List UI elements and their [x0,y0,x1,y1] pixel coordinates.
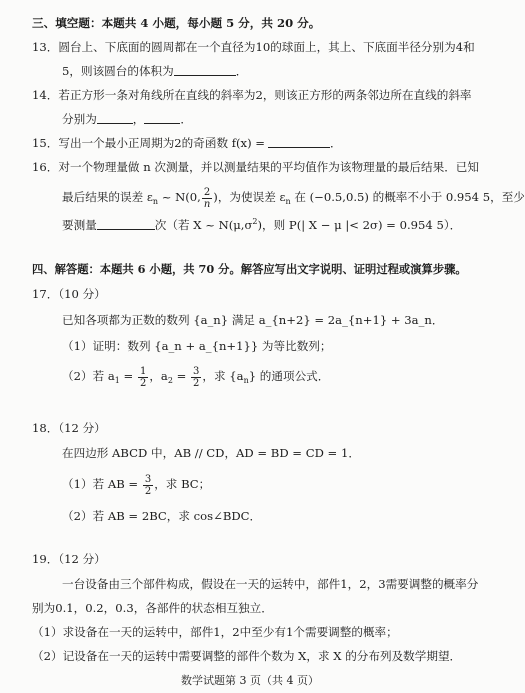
section-4-heading: 四、解答题：本题共 6 小题，共 70 分。解答应写出文字说明、证明过程或演算步骤。 [32,262,467,276]
q17-sub-n: n [243,376,249,385]
q17-part-2-text-d: = [172,369,191,383]
q15-line [32,136,342,151]
q16-fraction [202,187,212,210]
q17-sub-2: 2 [167,376,173,385]
q16-text-2c: )，为使误差 ε [213,190,286,204]
q18-fraction [143,474,153,497]
q18-part-2: （2）若 AB = 2BC，求 cos∠BDC． [62,509,262,523]
q13-line-1 [32,40,475,55]
q17-fraction-1 [138,366,148,389]
q14-line-1 [32,88,472,103]
q17-fraction-2-numerator: 3 [193,365,200,377]
q16-sub-n: n [152,197,159,206]
q17-part-1: （1）证明：数列 {a_n + a_{n+1}} 为等比数列； [62,339,332,353]
q17-stem: 已知各项都为正数的数列 {a_n} 满足 a_{n+2} = 2a_{n+1} + 3a_n． [62,313,444,327]
q13-line-2 [62,64,247,79]
q17-fraction-2 [191,366,201,389]
q16-text-3b: 次（若 X ~ N(μ,σ [154,218,253,232]
q15-text: 写出一个最小正周期为2的奇函数 f(x) = [58,136,266,150]
q16-fraction-numerator: 2 [203,186,211,198]
q14-text-1: 若正方形一条对角线所在直线的斜率为2，则该正方形的两条邻边所在直线的斜率 [58,88,472,102]
q16-line-2 [62,184,525,210]
q16-text-2d: 在 (−0.5,0.5) 的概率不小于 0.954 5，至少 [290,190,525,204]
q18-fraction-numerator: 3 [144,473,152,485]
q16-fraction-denominator: n [203,198,211,210]
q16-sub-n-2: n [285,197,291,206]
q15-answer-blank[interactable] [268,136,330,148]
q13-number: 13． [32,40,59,54]
q13-text-2: 5，则该圆台的体积为 [62,64,174,78]
q16-sup-2: 2 [252,217,258,226]
q19-stem-1: 一台设备由三个部件构成，假设在一天的运转中，部件1，2，3需要调整的概率分 [62,577,479,591]
q18-stem: 在四边形 ABCD 中，AB // CD，AD = BD = CD = 1． [62,446,360,460]
q16-text-1: 对一个物理量做 n 次测量，并以测量结果的平均值作为该物理量的最后结果．已知 [58,160,479,174]
q13-end: ． [235,64,248,78]
q13-text-1: 圆台上、下底面的圆周都在一个直径为10的球面上，其上、下底面半径分别为4和 [58,40,475,54]
q14-answer-blank-1[interactable] [97,112,133,124]
q16-line-3 [62,218,461,233]
q16-text-2b: ~ N(0, [158,190,201,204]
q17-part-2-text-e: ，求 {a [202,369,244,383]
q16-number: 16． [32,160,59,174]
q17-part-2-text-c: ，a [149,369,168,383]
q16-text-2a: 最后结果的误差 ε [62,190,153,204]
q16-answer-blank[interactable] [97,218,155,230]
q17-fraction-1-denominator: 2 [139,377,147,389]
q17-part-2 [62,362,329,390]
section-3-heading: 三、填空题：本题共 4 小题，每小题 5 分，共 20 分。 [32,16,321,30]
q18-part-1-text-a: （1）若 AB = [62,477,142,491]
q19-part-2: （2）记设备在一天的运转中需要调整的部件个数为 X，求 X 的分布列及数学期望． [32,649,462,663]
q14-number: 14． [32,88,59,102]
q18-part-1-text-b: ，求 BC； [154,477,211,491]
q14-text-2: 分别为 [62,112,97,126]
q17-part-2-text-f: } 的通项公式． [248,369,330,383]
q19-stem-2: 别为0.1，0.2，0.3，各部件的状态相互独立． [32,601,273,615]
q14-line-2 [62,112,192,127]
q14-end: ． [180,112,193,126]
q17-sub-1: 1 [114,376,120,385]
q19-header: 19．（12 分） [32,552,106,566]
q14-separator: ， [132,112,145,126]
q17-part-2-text-a: （2）若 a [62,369,115,383]
q17-part-2-text-b: = [119,369,137,383]
q15-number: 15． [32,136,59,150]
q17-header: 17．（10 分） [32,287,106,301]
q19-part-1: （1）求设备在一天的运转中，部件1，2中至少有1个需要调整的概率； [32,625,398,639]
q15-end: ． [330,136,342,150]
q17-fraction-1-numerator: 1 [139,365,147,377]
q17-fraction-2-denominator: 2 [193,377,200,389]
q18-fraction-denominator: 2 [144,485,152,497]
q18-header: 18．（12 分） [32,421,106,435]
page-footer: 数学试题第 3 页（共 4 页） [181,674,319,687]
q16-text-3c: )，则 P(| X − μ |< 2σ) = 0.954 5）． [257,218,462,232]
q16-text-3a: 要测量 [62,218,97,232]
q18-part-1 [62,470,210,498]
q16-line-1 [32,160,479,175]
q13-answer-blank[interactable] [174,64,236,76]
q14-answer-blank-2[interactable] [144,112,180,124]
